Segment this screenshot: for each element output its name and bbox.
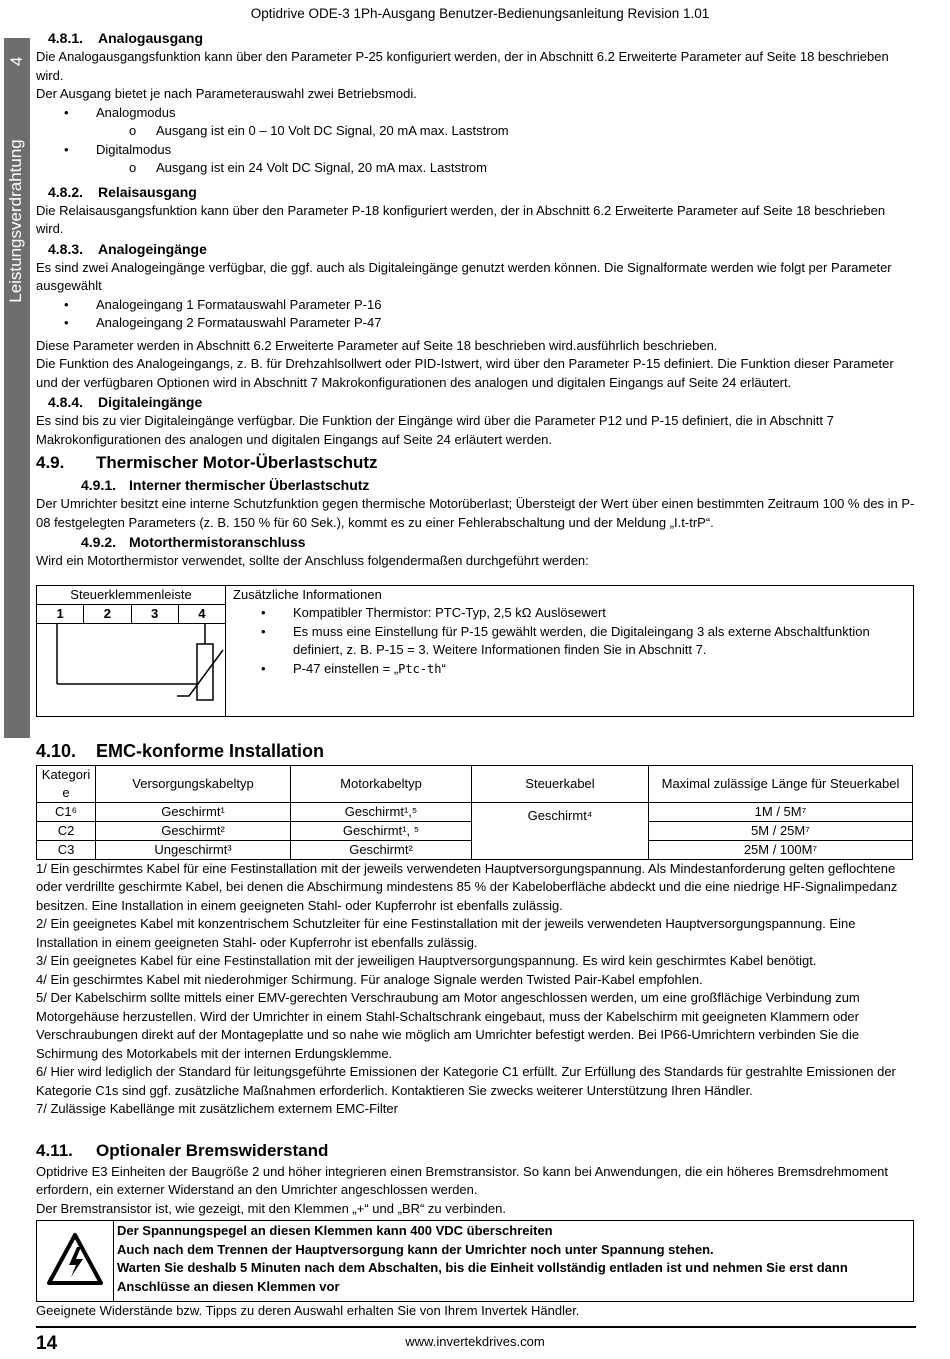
warning-text bbox=[117, 1222, 913, 1296]
chapter-side-tab bbox=[4, 38, 30, 738]
warning-line: Auch nach dem Trennen der Hauptversorgung kann der Umrichter noch unter Spannung stehen. bbox=[117, 1241, 714, 1257]
info-list bbox=[233, 604, 903, 678]
header-cell: Maximal zulässige Länge für Steuerkabel bbox=[649, 765, 913, 802]
info-title: Zusätzliche Informationen bbox=[233, 586, 382, 602]
table-header-row bbox=[37, 765, 913, 802]
terminal-row bbox=[37, 605, 225, 624]
warning-box bbox=[36, 1220, 914, 1302]
control-cable-cell: Geschirmt⁴ bbox=[472, 802, 649, 859]
thermistor-wiring-diagram bbox=[37, 624, 225, 714]
emc-table bbox=[36, 765, 913, 860]
header-cell: Steuerkabel bbox=[472, 765, 649, 802]
table-cell: Ungeschirmt³ bbox=[96, 840, 291, 859]
terminal-2: 2 bbox=[84, 605, 131, 623]
paragraph: Die Funktion des Analogeingangs, z. B. für Drehzahlsollwert oder PID-Istwert, wird über den Parameter P-15 definiert. Die Funktion dieser Parameter und der verfügbaren Optionen wird in Abschnitt 7 Makrokonfigurationen des analogen und digitalen Eingangs auf Seite 24 erläutert. bbox=[36, 356, 894, 390]
table-cell: C1⁶ bbox=[37, 802, 96, 821]
heading-4-8-4: 4.8.4. Digitaleingänge bbox=[48, 394, 203, 410]
paragraph: Der Umrichter besitzt eine interne Schutzfunktion gegen thermische Motorüberlast; Übersteigt der Wert über einen bestimmten Zeitraum 100 % des in P-08 festgelegten Parameters (z. B. 150 % für 60 Sek.), kommt es zu einer Fehlerabschaltung und der Meldung „I.t-trP“. bbox=[36, 496, 915, 530]
table-cell: Geschirmt¹ bbox=[96, 802, 291, 821]
paragraph: Die Relaisausgangsfunktion kann über den Parameter P-18 konfiguriert werden, der in Abschnitt 6.2 Erweiterte Parameter auf Seite 18 beschrieben wird. bbox=[36, 202, 886, 236]
list-item: • Analogeingang 1 Formatauswahl Parameter P-16 bbox=[36, 296, 916, 315]
header-cell: Motorkabeltyp bbox=[291, 765, 472, 802]
table-cell: Geschirmt² bbox=[96, 821, 291, 840]
terminal-4: 4 bbox=[198, 605, 206, 621]
heading-4-9-2: 4.9.2. Motorthermistoranschluss bbox=[81, 534, 306, 550]
page-header: Optidrive ODE-3 1Ph-Ausgang Benutzer-Bedienungsanleitung Revision 1.01 bbox=[250, 6, 710, 21]
table-cell: Geschirmt¹,⁵ bbox=[291, 802, 472, 821]
paragraph: Es sind zwei Analogeingänge verfügbar, die ggf. auch als Digitaleingänge genutzt werden können. Die Signalformate werden wie folgt per Parameter ausgewählt bbox=[36, 259, 892, 293]
mode-list bbox=[36, 104, 916, 178]
list-item: • Es muss eine Einstellung für P-15 gewählt werden, die Digitaleingang 3 als externe Abschaltfunktion definiert, z. B. P-15 = 3. Weitere Informationen finden Sie in Abschnitt 7. bbox=[233, 623, 903, 660]
header-cell: Kategori e bbox=[37, 765, 96, 802]
table-cell: 5M / 25M⁷ bbox=[649, 821, 913, 840]
paragraph: Der Ausgang bietet je nach Parameterauswahl zwei Betriebsmodi. bbox=[36, 86, 417, 101]
seven-segment-code: Ptc-th bbox=[398, 661, 442, 676]
list-item: • P-47 einstellen = „Ptc-th“ bbox=[233, 660, 903, 679]
heading-4-10: 4.10. EMC-konforme Installation bbox=[36, 740, 325, 761]
table-cell: 1M / 5M⁷ bbox=[649, 802, 913, 821]
heading-4-8-1: 4.8.1. Analogausgang bbox=[48, 30, 204, 46]
paragraph: Optidrive E3 Einheiten der Baugröße 2 und höher integrieren einen Bremstransistor. So kann bei Anwendungen, die ein höheres Bremsdrehmoment erfordern, ein externer Widerstand an den Umrichter angeschlossen werden. bbox=[36, 1163, 889, 1197]
footnote: 4/ Ein geschirmtes Kabel mit niederohmiger Schirmung. Für analoge Signale werden Twisted Pair-Kabel empfohlen. bbox=[36, 971, 703, 987]
table-cell: Geschirmt¹, ⁵ bbox=[291, 821, 472, 840]
warning-line: Der Spannungspegel an diesen Klemmen kann 400 VDC überschreiten bbox=[117, 1223, 553, 1238]
analog-input-list bbox=[36, 296, 916, 333]
paragraph: Die Analogausgangsfunktion kann über den Parameter P-25 konfiguriert werden, der in Abschnitt 6.2 Erweiterte Parameter auf Seite 18 beschrieben wird. bbox=[36, 49, 889, 83]
terminal-3: 3 bbox=[132, 605, 179, 623]
list-item: • Analogeingang 2 Formatauswahl Parameter P-47 bbox=[36, 314, 916, 333]
table-cell: C2 bbox=[37, 821, 96, 840]
paragraph: Diese Parameter werden in Abschnitt 6.2 Erweiterte Parameter auf Seite 18 beschrieben wird.ausführlich beschrieben. bbox=[36, 337, 718, 353]
page-content bbox=[36, 28, 916, 1321]
footer-rule bbox=[36, 1326, 916, 1328]
heading-4-11: 4.11. Optionaler Bremswiderstand bbox=[36, 1140, 329, 1160]
table-cell: 25M / 100M⁷ bbox=[649, 840, 913, 859]
table-cell: C3 bbox=[37, 840, 96, 859]
sub-list-item: o Ausgang ist ein 24 Volt DC Signal, 20 mA max. Laststrom bbox=[36, 159, 916, 178]
table-row bbox=[37, 802, 913, 821]
thermistor-connection-box bbox=[36, 585, 914, 717]
list-item: • Digitalmodus bbox=[36, 141, 916, 160]
additional-info bbox=[233, 586, 903, 679]
terminal-diagram bbox=[37, 586, 226, 716]
heading-4-8-2: 4.8.2. Relaisausgang bbox=[48, 183, 197, 200]
paragraph: Der Bremstransistor ist, wie gezeigt, mit den Klemmen „+“ und „BR“ zu verbinden. bbox=[36, 1200, 506, 1216]
chapter-label: Leistungsverdrahtung bbox=[6, 139, 25, 303]
footnote: 5/ Der Kabelschirm sollte mittels einer EMV-gerechten Verschraubung am Motor angeschlossen werden, um eine großflächige Verbindung zum Motorgehäuse herzustellen. Wird der Umrichter in einem Stahl-Schaltschrank eingebaut, muss der Kabelschirm mit geeigneten Klammern oder Verschraubungen direkt auf der Montageplatte und so nahe wie möglich am Umrichter befestigt werden. Bei IP66-Umrichtern verbinden Sie die Schirmung des Motorkabels mit der internen Erdungsklemme. bbox=[36, 990, 860, 1061]
table-cell: Geschirmt² bbox=[291, 840, 472, 859]
page-number: 14 bbox=[36, 1333, 58, 1354]
footnote: 2/ Ein geeignetes Kabel mit konzentrischem Schutzleiter für eine Festinstallation mit der jeweils verwendeten Hauptversorgungspannung. Eine Installation in einem geeigneten Stahl- oder Kupferrohr ist ebenfalls zulässig. bbox=[36, 916, 856, 950]
chapter-number: 4 bbox=[6, 56, 26, 66]
footnote: 6/ Hier wird lediglich der Standard für leitungsgeführte Emissionen der Kategorie C1 erfüllt. Zur Erfüllung des Standards für gestrahlte Emissionen der Kategorie C1s sind ggf. zusätzliche Maßnahmen erforderlich. Kontaktieren Sie zwecks weiterer Unterstützung Ihren Händler. bbox=[36, 1064, 896, 1098]
terminal-1: 1 bbox=[37, 605, 84, 623]
high-voltage-warning-icon bbox=[37, 1221, 113, 1301]
heading-4-9: 4.9. Thermischer Motor-Überlastschutz bbox=[36, 453, 378, 472]
warning-icon-cell bbox=[37, 1221, 114, 1301]
heading-4-9-1: 4.9.1. Interner thermischer Überlastschutz bbox=[81, 477, 370, 493]
heading-4-8-3: 4.8.3. Analogeingänge bbox=[48, 240, 207, 257]
warning-line: Warten Sie deshalb 5 Minuten nach dem Abschalten, bis die Einheit vollständig entladen ist und nehmen Sie erst dann Anschlüsse an diesen Klemmen vor bbox=[117, 1260, 848, 1294]
footnote: 3/ Ein geeignetes Kabel für eine Festinstallation mit der jeweiligen Hauptversorgungspannung. Es wird kein geschirmtes Kabel benötigt. bbox=[36, 953, 817, 968]
list-item: • Analogmodus bbox=[36, 104, 916, 123]
sub-list-item: o Ausgang ist ein 0 – 10 Volt DC Signal, 20 mA max. Laststrom bbox=[36, 122, 916, 141]
paragraph: Wird ein Motorthermistor verwendet, sollte der Anschluss folgendermaßen durchgeführt werden: bbox=[36, 553, 589, 568]
list-item: • Kompatibler Thermistor: PTC-Typ, 2,5 kΩ Auslösewert bbox=[233, 604, 903, 623]
paragraph: Geeignete Widerstände bzw. Tipps zu deren Auswahl erhalten Sie von Ihrem Invertek Händler. bbox=[36, 1303, 580, 1318]
header-cell: Versorgungskabeltyp bbox=[96, 765, 291, 802]
emc-notes bbox=[36, 860, 916, 1119]
terminal-strip-title: Steuerklemmenleiste bbox=[37, 586, 225, 605]
paragraph: Es sind bis zu vier Digitaleingänge verfügbar. Die Funktion der Eingänge wird über die Parameter P12 und P-15 definiert, die in Abschnitt 7 Makrokonfigurationen des analogen und digitalen Eingangs auf Seite 24 erläutert werden. bbox=[36, 413, 834, 447]
footnote: 1/ Ein geschirmtes Kabel für eine Festinstallation mit der jeweils verwendeten Hauptversorgungspannung. Als Mindestanforderung gelten geflochtene oder verdrillte geschirmte Kabel, bei denen die Abschirmung mindestens 85 % der Kabeloberfläche abdeckt und die eine niedrige HF-Signalimpedanz besitzen. Eine Installation in einem geeigneten Stahl- oder Kupferrohr ist ebenfalls zulässig. bbox=[36, 860, 898, 913]
footer-website: www.invertekdrives.com bbox=[405, 1334, 545, 1349]
footnote: 7/ Zulässige Kabellänge mit zusätzlichem externem EMC-Filter bbox=[36, 1101, 398, 1116]
